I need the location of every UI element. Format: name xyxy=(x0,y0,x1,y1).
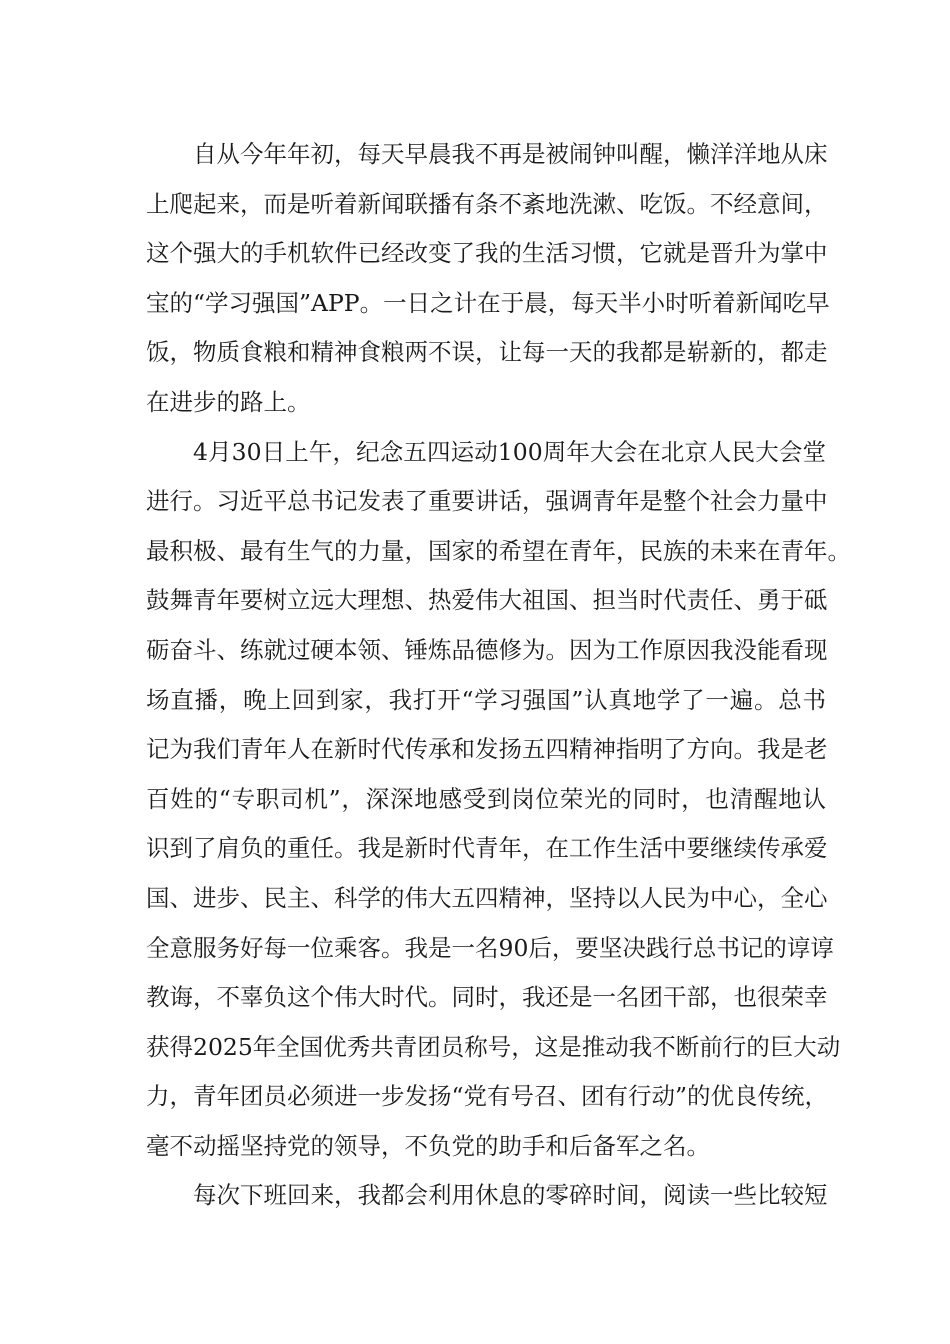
text-line: 砺奋斗、练就过硬本领、锤炼品德修为。因为工作原因我没能看现 xyxy=(146,635,828,664)
text-line: 自从今年年初，每天早晨我不再是被闹钟叫醒，懒洋洋地从床 xyxy=(193,140,828,168)
text-line: 饭，物质食粮和精神食粮两不误，让每一天的我都是崭新的，都走 xyxy=(146,338,828,367)
paragraph-3 xyxy=(146,1171,826,1221)
text-line: 宝的“学习强国”APP。一日之计在于晨，每天半小时听着新闻吃早 xyxy=(146,288,830,317)
text-line: 每次下班回来，我都会利用休息的零碎时间，阅读一些比较短 xyxy=(193,1181,828,1210)
text-line: 场直播，晚上回到家，我打开“学习强国”认真地学了一遍。总书 xyxy=(146,685,826,714)
paragraph-2 xyxy=(146,428,851,1172)
paragraph-1 xyxy=(146,130,830,428)
text-line: 4月30日上午，纪念五四运动100周年大会在北京人民大会堂 xyxy=(193,437,826,466)
text-line: 毫不动摇坚持党的领导，不负党的助手和后备军之名。 xyxy=(146,1131,710,1160)
text-line: 获得2025年全国优秀共青团员称号，这是推动我不断前行的巨大动 xyxy=(146,1032,841,1061)
text-line: 这个强大的手机软件已经改变了我的生活习惯，它就是晋升为掌中 xyxy=(146,239,828,268)
text-line: 上爬起来，而是听着新闻联播有条不紊地洗漱、吃饭。不经意间， xyxy=(146,189,828,218)
document-body xyxy=(146,130,851,1221)
text-line: 百姓的“专职司机”，深深地感受到岗位荣光的同时，也清醒地认 xyxy=(146,784,826,813)
text-line: 记为我们青年人在新时代传承和发扬五四精神指明了方向。我是老 xyxy=(146,735,828,764)
text-line: 教诲，不辜负这个伟大时代。同时，我还是一名团干部，也很荣幸 xyxy=(146,983,828,1012)
text-line: 力，青年团员必须进一步发扬“党有号召、团有行动”的优良传统， xyxy=(146,1082,829,1111)
text-line: 进行。习近平总书记发表了重要讲话，强调青年是整个社会力量中 xyxy=(146,487,828,516)
text-line: 在进步的路上。 xyxy=(146,387,311,416)
text-line: 全意服务好每一位乘客。我是一名90后，要坚决践行总书记的谆谆 xyxy=(146,933,834,962)
text-line: 最积极、最有生气的力量，国家的希望在青年，民族的未来在青年。 xyxy=(146,536,851,565)
text-line: 鼓舞青年要树立远大理想、热爱伟大祖国、担当时代责任、勇于砥 xyxy=(146,586,828,615)
text-line: 国、进步、民主、科学的伟大五四精神，坚持以人民为中心，全心 xyxy=(146,883,828,912)
text-line: 识到了肩负的重任。我是新时代青年，在工作生活中要继续传承爱 xyxy=(146,834,828,863)
